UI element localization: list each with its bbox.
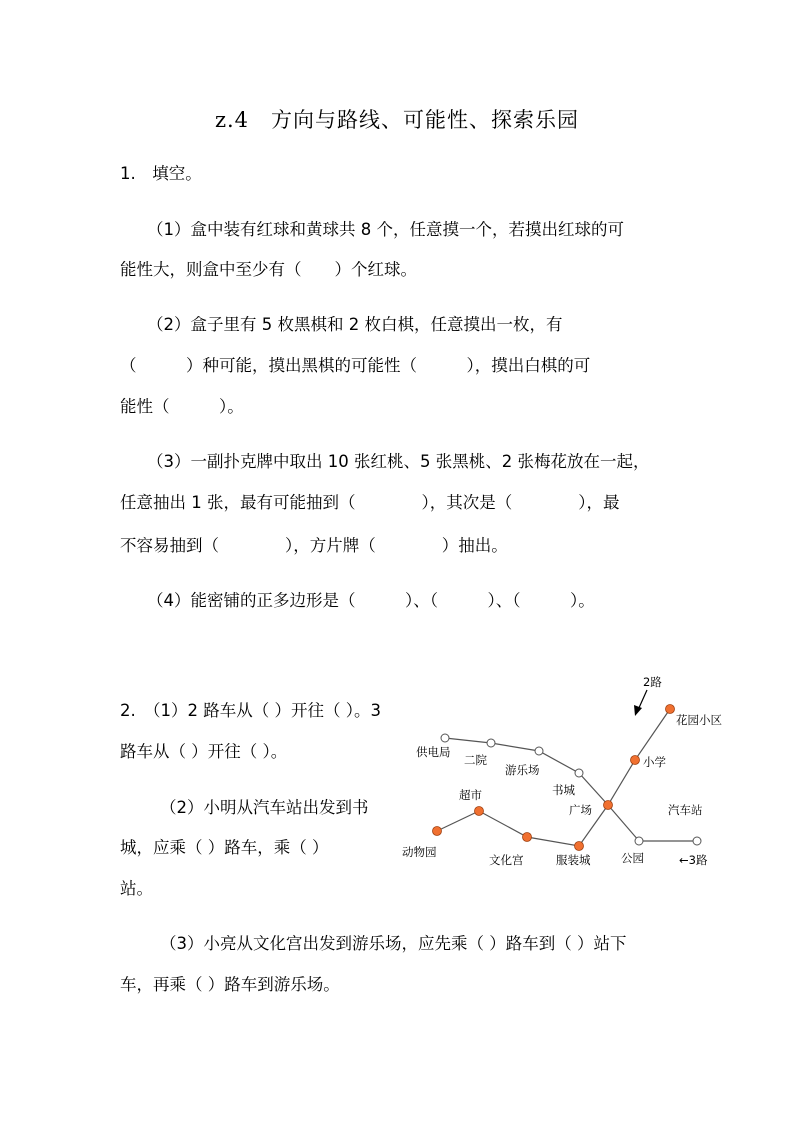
q1-p3-line2: 任意抽出 1 张，最有可能抽到（ ），其次是（ ），最 [120, 493, 620, 512]
q1-p3-line1: （3）一副扑克牌中取出 10 张红桃、5 张黑桃、2 张梅花放在一起， [147, 452, 650, 471]
q1-heading: 1. 填空。 [120, 164, 202, 183]
station-dot-youlechang [535, 747, 543, 755]
q1-p4-line1: （4）能密铺的正多边形是（ ）、（ ）、（ ）。 [147, 591, 595, 610]
station-dot-dongwuyuan [433, 827, 442, 836]
station-dot-fuzhuangcheng [575, 842, 584, 851]
station-label-huayuan: 花园小区 [676, 713, 722, 727]
station-dot-huayuan [666, 705, 675, 714]
station-label-shucheng: 书城 [552, 783, 575, 797]
route-2-arrow [638, 690, 647, 710]
route-2-arrowhead [634, 705, 642, 716]
page-title: z.4 方向与路线、可能性、探索乐园 [214, 108, 580, 132]
station-label-eryuan: 二院 [464, 753, 487, 767]
station-dot-gongdianju [441, 734, 449, 742]
station-dot-wenhuagong [523, 833, 532, 842]
station-dot-eryuan [487, 739, 495, 747]
station-label-xiaoxue: 小学 [643, 755, 666, 769]
q1-p2-line2: （ ）种可能，摸出黑棋的可能性（ ），摸出白棋的可 [120, 356, 591, 375]
q1-p2-line3: 能性（ ）。 [120, 397, 244, 416]
station-label-qichezhan: 汽车站 [668, 803, 703, 817]
station-label-youlechang: 游乐场 [505, 763, 540, 777]
station-dot-qichezhan [693, 837, 701, 845]
q1-p1-line1: （1）盒中装有红球和黄球共 8 个，任意摸一个，若摸出红球的可 [147, 220, 624, 239]
station-label-dongwuyuan: 动物园 [402, 845, 437, 859]
station-label-wenhuagong: 文化宫 [489, 853, 524, 867]
q2-p3-line2: 车，再乘（ ）路车到游乐场。 [120, 975, 340, 994]
q2-p2-line2: 城，应乘（ ）路车，乘（ ） [120, 838, 329, 857]
station-dot-xiaoxue [631, 756, 640, 765]
bus-route-map [395, 670, 735, 880]
q2-p1-line1: 2. （1）2 路车从（ ）开往（ ）。3 [120, 701, 381, 720]
station-label-guangchang: 广场 [569, 803, 592, 817]
station-dot-guangchang [604, 801, 613, 810]
q1-p2-line1: （2）盒子里有 5 枚黑棋和 2 枚白棋，任意摸出一枚，有 [147, 315, 563, 334]
q2-p3-line1: （3）小亮从文化宫出发到游乐场，应先乘（ ）路车到（ ）站下 [160, 934, 627, 953]
q2-p1-line2: 路车从（ ）开往（ ）。 [120, 742, 288, 761]
q1-p1-line2: 能性大，则盒中至少有（ ）个红球。 [120, 260, 417, 279]
q2-p2-line3: 站。 [120, 879, 153, 898]
station-dot-chaoshi [475, 807, 484, 816]
station-label-fuzhuangcheng: 服装城 [556, 853, 591, 867]
station-label-gongyuan: 公园 [621, 851, 644, 865]
station-dot-gongyuan [635, 837, 643, 845]
route-2-label: 2路 [643, 675, 662, 689]
station-label-gongdianju: 供电局 [416, 745, 451, 759]
station-label-chaoshi: 超市 [459, 788, 482, 802]
route-3-label: ←3路 [679, 853, 708, 867]
q1-p3-line3: 不容易抽到（ ），方片牌（ ）抽出。 [120, 536, 508, 555]
route-2-line [437, 709, 670, 846]
q2-p2-line1: （2）小明从汽车站出发到书 [160, 798, 369, 817]
station-dot-shucheng [575, 769, 583, 777]
